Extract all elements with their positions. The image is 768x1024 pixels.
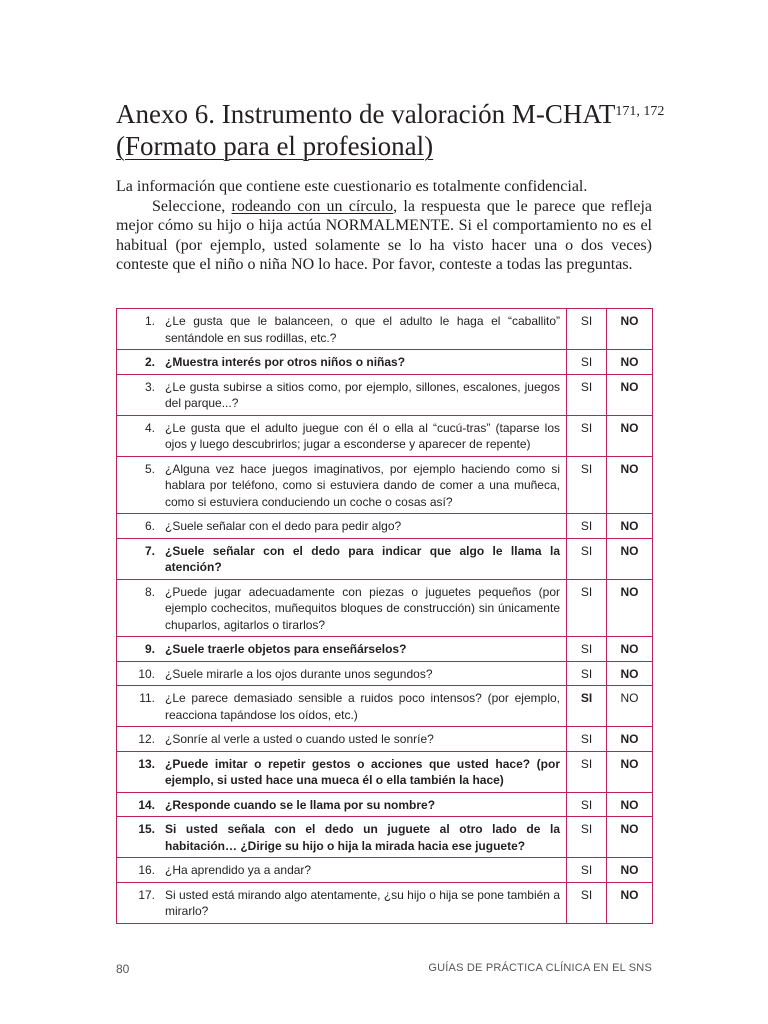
question-text: ¿Le gusta subirse a sitios como, por ejemplo, sillones, escalones, juegos del parque...?	[165, 379, 560, 410]
question-item	[123, 887, 560, 920]
question-cell	[117, 415, 567, 456]
title-text: Anexo 6. Instrumento de valoración M-CHAT	[116, 99, 616, 129]
question-row	[117, 686, 653, 727]
answer-no[interactable]: NO	[607, 637, 653, 662]
answer-no[interactable]: NO	[607, 350, 653, 375]
question-row	[117, 858, 653, 883]
question-item	[123, 821, 560, 854]
question-row	[117, 350, 653, 375]
question-text: Si usted señala con el dedo un juguete al otro lado de la habitación… ¿Dirige su hijo o hija la mirada hacia ese juguete?	[165, 822, 560, 853]
question-text: ¿Suele traerle objetos para enseñárselos?	[165, 642, 407, 656]
question-cell	[117, 727, 567, 752]
answer-si[interactable]: SI	[567, 661, 607, 686]
answer-si[interactable]: SI	[567, 817, 607, 858]
question-text: ¿Responde cuando se le llama por su nombre?	[165, 797, 436, 812]
question-number: 10.	[138, 666, 155, 681]
intro-paragraph-1: La información que contiene este cuestionario es totalmente confidencial.	[116, 178, 588, 195]
answer-si[interactable]: SI	[567, 538, 607, 579]
question-item	[123, 518, 560, 535]
intro-p2-underlined: rodeando con un círculo	[231, 197, 394, 215]
question-item	[123, 797, 560, 814]
question-cell	[117, 350, 567, 375]
question-cell	[117, 514, 567, 539]
answer-no[interactable]: NO	[607, 686, 653, 727]
question-row	[117, 637, 653, 662]
question-row	[117, 727, 653, 752]
question-item	[123, 756, 560, 789]
question-row	[117, 882, 653, 923]
question-text: ¿Muestra interés por otros niños o niñas?	[165, 355, 406, 369]
intro-p2-end: , la respuesta que le parece que refleja mejor cómo su hijo o hija actúa NORMALMENTE. Si el comportamiento no es el habitual (por ejemplo, usted solamente se lo ha visto hacer una o dos veces) conteste que el niño o niña NO lo hace. Por favor, conteste a todas las preguntas.	[116, 197, 652, 273]
answer-no[interactable]: NO	[607, 661, 653, 686]
question-number: 14.	[138, 797, 155, 812]
question-cell	[117, 686, 567, 727]
question-item	[123, 543, 560, 576]
question-number: 8.	[144, 584, 155, 599]
question-item	[123, 354, 560, 371]
answer-si[interactable]: SI	[567, 350, 607, 375]
answer-si[interactable]: SI	[567, 415, 607, 456]
page-title	[116, 98, 676, 162]
answer-si[interactable]: SI	[567, 858, 607, 883]
question-cell	[117, 858, 567, 883]
question-text: ¿Suele señalar con el dedo para pedir algo?	[165, 519, 402, 533]
question-number: 6.	[144, 519, 155, 533]
intro-p2-start: Seleccione,	[152, 197, 232, 215]
question-cell	[117, 456, 567, 514]
question-number: 2.	[144, 355, 155, 369]
answer-no[interactable]: NO	[607, 514, 653, 539]
question-cell	[117, 751, 567, 792]
question-number: 5.	[144, 461, 155, 476]
question-row	[117, 514, 653, 539]
question-cell	[117, 817, 567, 858]
answer-no[interactable]: NO	[607, 309, 653, 350]
question-row	[117, 817, 653, 858]
title-subtitle: (Formato para el profesional)	[116, 131, 434, 161]
question-number: 12.	[138, 732, 155, 746]
question-text: ¿Sonríe al verle a usted o cuando usted le sonríe?	[165, 732, 434, 746]
question-item	[123, 584, 560, 634]
question-text: ¿Le parece demasiado sensible a ruidos poco intensos? (por ejemplo, reacciona tapándose los oídos, etc.)	[165, 691, 560, 722]
question-number: 17.	[138, 887, 155, 902]
answer-no[interactable]: NO	[607, 415, 653, 456]
question-number: 16.	[138, 863, 155, 877]
answer-no[interactable]: NO	[607, 792, 653, 817]
question-text: ¿Suele mirarle a los ojos durante unos segundos?	[165, 666, 433, 681]
answer-si[interactable]: SI	[567, 727, 607, 752]
answer-si[interactable]: SI	[567, 637, 607, 662]
answer-si[interactable]: SI	[567, 579, 607, 637]
question-text: ¿Le gusta que le balanceen, o que el adulto le haga el “caballito” sentándole en sus rodillas, etc.?	[165, 314, 560, 345]
question-number: 4.	[144, 420, 155, 435]
question-item	[123, 666, 560, 683]
answer-no[interactable]: NO	[607, 751, 653, 792]
question-item	[123, 690, 560, 723]
title-line-1	[116, 98, 676, 130]
question-item	[123, 862, 560, 879]
question-row	[117, 792, 653, 817]
intro-paragraph-2	[116, 197, 652, 275]
answer-si[interactable]: SI	[567, 374, 607, 415]
question-cell	[117, 538, 567, 579]
question-item	[123, 731, 560, 748]
questionnaire-table	[116, 308, 653, 924]
answer-si[interactable]: SI	[567, 686, 607, 727]
question-cell	[117, 882, 567, 923]
answer-no[interactable]: NO	[607, 579, 653, 637]
answer-no[interactable]: NO	[607, 882, 653, 923]
question-cell	[117, 792, 567, 817]
question-item	[123, 461, 560, 511]
answer-no[interactable]: NO	[607, 727, 653, 752]
question-text: ¿Puede jugar adecuadamente con piezas o juguetes pequeños (por ejemplo cochecitos, muñequitos bloques de construcción) sin únicamente chuparlos, agitarlos o tirarlos?	[165, 584, 560, 632]
question-item	[123, 379, 560, 412]
question-text: ¿Le gusta que el adulto juegue con él o ella al “cucú-tras” (taparse los ojos y luego descubrirlos; jugar a esconderse y aparecer de repente)	[165, 420, 560, 451]
question-number: 9.	[144, 642, 155, 656]
question-item	[123, 313, 560, 346]
question-number: 15.	[138, 822, 155, 836]
running-footer: GUÍAS DE PRÁCTICA CLÍNICA EN EL SNS	[428, 962, 652, 974]
answer-no[interactable]: NO	[607, 817, 653, 858]
question-row	[117, 538, 653, 579]
page-number: 80	[116, 962, 130, 976]
question-row	[117, 579, 653, 637]
answer-si[interactable]: SI	[567, 751, 607, 792]
question-item	[123, 420, 560, 453]
question-row	[117, 751, 653, 792]
question-text: ¿Suele señalar con el dedo para indicar que algo le llama la atención?	[165, 543, 560, 574]
question-row	[117, 374, 653, 415]
question-cell	[117, 374, 567, 415]
answer-si[interactable]: SI	[567, 882, 607, 923]
question-number: 3.	[144, 379, 155, 394]
answer-si[interactable]: SI	[567, 514, 607, 539]
question-text: Si usted está mirando algo atentamente, ¿su hijo o hija se pone también a mirarlo?	[165, 887, 560, 918]
question-row	[117, 661, 653, 686]
question-row	[117, 456, 653, 514]
intro-text	[116, 177, 652, 275]
question-number: 13.	[138, 756, 155, 771]
question-text: ¿Puede imitar o repetir gestos o acciones que usted hace? (por ejemplo, si usted hace una mueca él o ella también la hace)	[165, 756, 560, 787]
answer-no[interactable]: NO	[607, 374, 653, 415]
answer-no[interactable]: NO	[607, 456, 653, 514]
question-cell	[117, 579, 567, 637]
question-item	[123, 641, 560, 658]
answer-si[interactable]: SI	[567, 456, 607, 514]
question-number: 7.	[144, 543, 155, 558]
question-number: 11.	[139, 691, 155, 705]
question-row	[117, 415, 653, 456]
answer-si[interactable]: SI	[567, 792, 607, 817]
answer-no[interactable]: NO	[607, 858, 653, 883]
answer-no[interactable]: NO	[607, 538, 653, 579]
question-text: ¿Alguna vez hace juegos imaginativos, por ejemplo haciendo como si hablara por teléfono, como si estuviera dando de comer a una muñeca, como si estuviera conduciendo un coche o cosas así?	[165, 461, 560, 509]
question-number: 1.	[144, 314, 155, 328]
title-superscript: 171, 172	[615, 104, 665, 119]
question-cell	[117, 309, 567, 350]
question-cell	[117, 637, 567, 662]
answer-si[interactable]: SI	[567, 309, 607, 350]
question-text: ¿Ha aprendido ya a andar?	[165, 863, 312, 877]
question-cell	[117, 661, 567, 686]
question-row	[117, 309, 653, 350]
